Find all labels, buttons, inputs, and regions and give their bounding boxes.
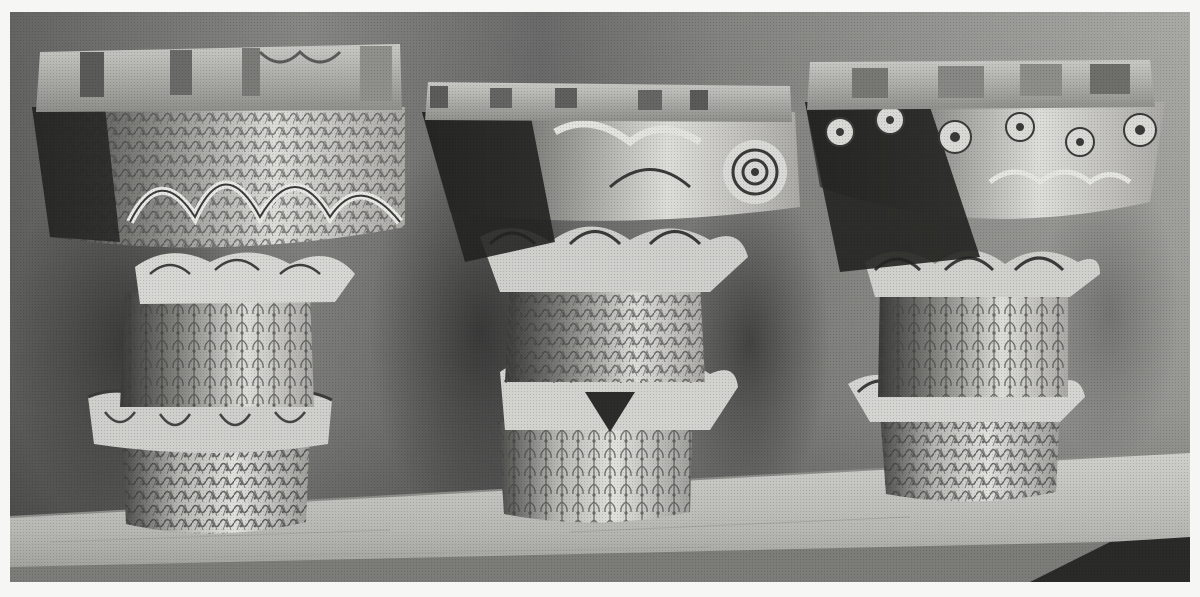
photograph	[10, 12, 1190, 582]
photograph-plate	[10, 12, 1190, 582]
